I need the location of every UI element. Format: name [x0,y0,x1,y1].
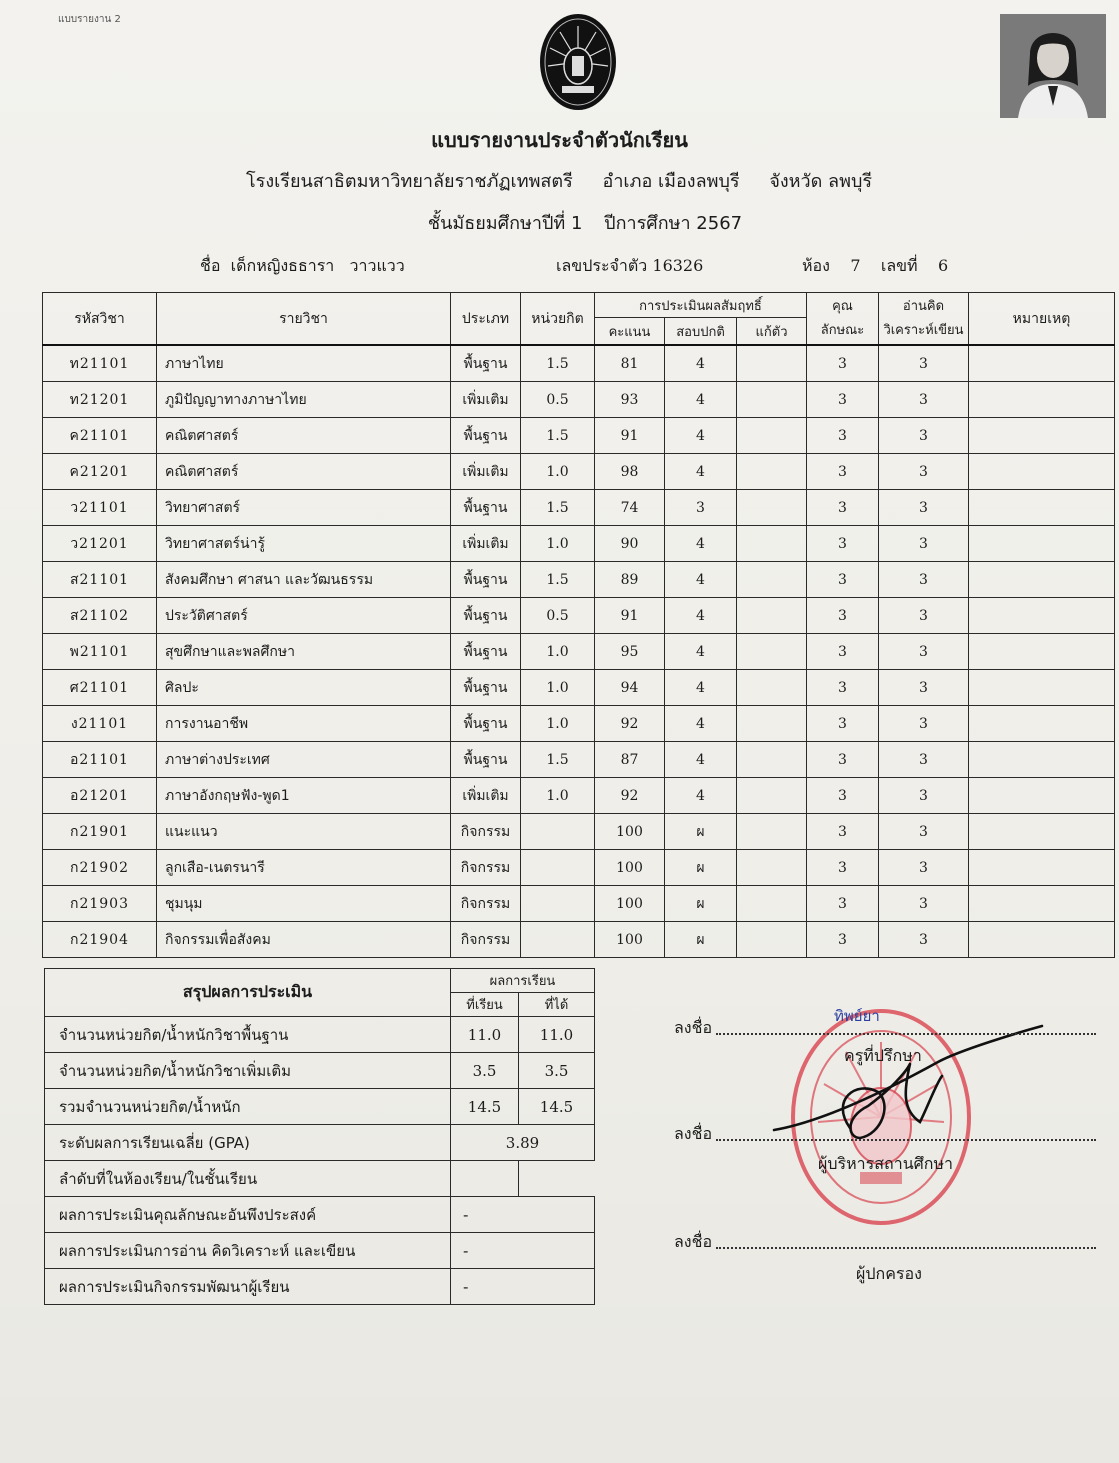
subject-characteristic: 3 [807,345,879,382]
summary-row [45,1233,595,1269]
subject-remark [969,706,1115,742]
subject-code: อ21201 [43,778,157,814]
table-row [43,778,1115,814]
subject-retake [737,454,807,490]
subject-type: พื้นฐาน [451,670,521,706]
summary-row-label: รวมจำนวนหน่วยกิต/น้ำหนัก [45,1089,451,1125]
subject-credit: 1.5 [521,562,595,598]
subject-remark [969,598,1115,634]
summary-enrolled-value: 3.5 [451,1053,519,1089]
subject-reading: 3 [879,490,969,526]
subject-grade: 4 [665,562,737,598]
table-row [43,886,1115,922]
subject-reading: 3 [879,526,969,562]
summary-table [44,968,595,1305]
subject-code: ศ21101 [43,670,157,706]
table-row [43,490,1115,526]
rank-value [451,1161,519,1197]
summary-result-header: ผลการเรียน [451,969,595,993]
student-id: 16326 [652,256,704,275]
parent-role: ผู้ปกครอง [856,1264,922,1283]
parent-sign-label: ลงชื่อ [674,1232,713,1251]
subject-grade: 4 [665,418,737,454]
table-row [43,922,1115,958]
subject-remark [969,670,1115,706]
summary-row-label: จำนวนหน่วยกิต/น้ำหนักวิชาพื้นฐาน [45,1017,451,1053]
subject-code: ส21101 [43,562,157,598]
grade-level: ชั้นมัธยมศึกษาปีที่ 1 [427,213,583,234]
subject-code: ว21101 [43,490,157,526]
evaluation-value: - [451,1197,595,1233]
academic-year: ปีการศึกษา 2567 [604,213,743,234]
summary-row [45,1161,595,1197]
subject-grade: 4 [665,345,737,382]
number-label: เลขที่ [880,256,918,275]
subject-type: เพิ่มเติม [451,382,521,418]
subject-grade: 4 [665,382,737,418]
col-header-assessment: การประเมินผลสัมฤทธิ์ [595,293,807,318]
subject-remark [969,345,1115,382]
rank-label: ลำดับที่ในห้องเรียน/ในชั้นเรียน [45,1161,451,1197]
evaluation-label: ผลการประเมินการอ่าน คิดวิเคราะห์ และเขียน [45,1233,451,1269]
gpa-label: ระดับผลการเรียนเฉลี่ย (GPA) [45,1125,451,1161]
student-id-field [556,254,703,279]
subject-type: พื้นฐาน [451,345,521,382]
subject-name: ภาษาไทย [157,345,451,382]
subject-reading: 3 [879,562,969,598]
subject-characteristic: 3 [807,850,879,886]
summary-row [45,1125,595,1161]
subject-retake [737,634,807,670]
col-header-subject: รายวิชา [157,293,451,346]
subject-name: วิทยาศาสตร์น่ารู้ [157,526,451,562]
director-sign-label: ลงชื่อ [674,1124,713,1143]
subject-credit: 1.0 [521,778,595,814]
subject-retake [737,526,807,562]
subject-remark [969,886,1115,922]
school-province: จังหวัด ลพบุรี [769,171,873,192]
subject-credit: 1.0 [521,526,595,562]
subject-score: 94 [595,670,665,706]
subject-score: 91 [595,418,665,454]
subject-credit: 0.5 [521,598,595,634]
subject-reading: 3 [879,634,969,670]
subject-remark [969,742,1115,778]
grades-table [42,292,1115,958]
subject-type: พื้นฐาน [451,562,521,598]
table-row [43,345,1115,382]
subject-reading: 3 [879,706,969,742]
subject-retake [737,778,807,814]
subject-reading: 3 [879,814,969,850]
subject-score: 98 [595,454,665,490]
subject-retake [737,562,807,598]
subject-grade: 4 [665,742,737,778]
col-header-reading-top: อ่านคิด [902,298,945,314]
subject-reading: 3 [879,382,969,418]
room-field [802,254,948,279]
subject-characteristic: 3 [807,886,879,922]
subject-characteristic: 3 [807,814,879,850]
table-row [43,382,1115,418]
report-title: แบบรายงานประจำตัวนักเรียน [431,128,688,152]
col-header-retake: แก้ตัว [737,318,807,346]
summary-row-label: จำนวนหน่วยกิต/น้ำหนักวิชาเพิ่มเติม [45,1053,451,1089]
advisor-name: ทิพย์ยา [834,1007,880,1025]
subject-type: กิจกรรม [451,922,521,958]
subject-reading: 3 [879,418,969,454]
grades-table-body [43,345,1115,958]
subject-credit: 1.5 [521,418,595,454]
subject-code: ค21201 [43,454,157,490]
subject-remark [969,418,1115,454]
subject-remark [969,778,1115,814]
summary-row [45,1197,595,1233]
subject-reading: 3 [879,742,969,778]
student-name: เด็กหญิงธธารา วาวแวว [230,256,405,275]
subject-remark [969,922,1115,958]
subject-characteristic: 3 [807,562,879,598]
subject-score: 100 [595,814,665,850]
subject-type: กิจกรรม [451,886,521,922]
subject-reading: 3 [879,886,969,922]
subject-reading: 3 [879,850,969,886]
subject-remark [969,634,1115,670]
subject-remark [969,562,1115,598]
director-role: ผู้บริหารสถานศึกษา [818,1154,953,1173]
subject-type: เพิ่มเติม [451,778,521,814]
grade-year-line [0,208,1119,237]
subject-retake [737,922,807,958]
subject-grade: ผ [665,814,737,850]
evaluation-label: ผลการประเมินคุณลักษณะอันพึงประสงค์ [45,1197,451,1233]
table-row [43,634,1115,670]
subject-credit: 1.0 [521,634,595,670]
subject-code: ท21201 [43,382,157,418]
subject-credit: 1.0 [521,670,595,706]
subject-score: 87 [595,742,665,778]
subject-type: พื้นฐาน [451,418,521,454]
subject-reading: 3 [879,345,969,382]
subject-score: 100 [595,886,665,922]
subject-score: 81 [595,345,665,382]
subject-code: ก21903 [43,886,157,922]
subject-grade: 4 [665,526,737,562]
student-id-label: เลขประจำตัว [556,256,648,275]
summary-earned-value: 11.0 [519,1017,595,1053]
table-row [43,418,1115,454]
summary-table-body [45,1017,595,1305]
col-header-code: รหัสวิชา [43,293,157,346]
subject-type: พื้นฐาน [451,706,521,742]
summary-row [45,1053,595,1089]
summary-earned-value: 14.5 [519,1089,595,1125]
subject-characteristic: 3 [807,706,879,742]
student-name-label: ชื่อ [200,256,221,275]
subject-credit [521,886,595,922]
col-header-characteristic-bottom: ลักษณะ [820,322,865,338]
table-row [43,526,1115,562]
school-district: อำเภอ เมืองลพบุรี [602,171,740,192]
subject-retake [737,850,807,886]
subject-credit: 1.0 [521,454,595,490]
student-photo [1000,14,1106,118]
col-header-reading-bottom: วิเคราะห์เขียน [883,322,964,338]
subject-retake [737,742,807,778]
subject-characteristic: 3 [807,454,879,490]
subject-reading: 3 [879,922,969,958]
subject-grade: ผ [665,850,737,886]
subject-name: คณิตศาสตร์ [157,418,451,454]
subject-retake [737,598,807,634]
subject-score: 92 [595,778,665,814]
table-row [43,670,1115,706]
subject-score: 91 [595,598,665,634]
subject-characteristic: 3 [807,634,879,670]
subject-grade: ผ [665,886,737,922]
summary-row [45,1089,595,1125]
subject-score: 100 [595,922,665,958]
subject-type: พื้นฐาน [451,490,521,526]
subject-grade: 4 [665,598,737,634]
col-header-type: ประเภท [451,293,521,346]
subject-score: 89 [595,562,665,598]
subject-code: ก21901 [43,814,157,850]
subject-reading: 3 [879,598,969,634]
subject-reading: 3 [879,778,969,814]
subject-name: สังคมศึกษา ศาสนา และวัฒนธรรม [157,562,451,598]
subject-retake [737,345,807,382]
summary-title: สรุปผลการประเมิน [45,969,451,1017]
subject-characteristic: 3 [807,598,879,634]
subject-characteristic: 3 [807,742,879,778]
evaluation-value: - [451,1269,595,1305]
subject-type: กิจกรรม [451,814,521,850]
subject-characteristic: 3 [807,922,879,958]
subject-credit: 1.5 [521,345,595,382]
table-row [43,562,1115,598]
subject-name: ภาษาต่างประเทศ [157,742,451,778]
subject-credit: 1.5 [521,490,595,526]
summary-enrolled-header: ที่เรียน [451,993,519,1017]
subject-name: คณิตศาสตร์ [157,454,451,490]
table-row [43,742,1115,778]
school-line [246,166,896,195]
subject-remark [969,382,1115,418]
subject-characteristic: 3 [807,490,879,526]
col-header-characteristic-top: คุณ [832,298,853,314]
subject-code: ง21101 [43,706,157,742]
subject-code: อ21101 [43,742,157,778]
table-row [43,706,1115,742]
subject-retake [737,418,807,454]
parent-signature-line [674,1230,1096,1255]
subject-type: พื้นฐาน [451,634,521,670]
subject-code: ว21201 [43,526,157,562]
subject-code: ท21101 [43,345,157,382]
room-number: 7 [850,256,861,275]
subject-name: การงานอาชีพ [157,706,451,742]
subject-code: ก21902 [43,850,157,886]
col-header-normal: สอบปกติ [665,318,737,346]
subject-score: 74 [595,490,665,526]
gpa-value: 3.89 [451,1125,595,1161]
subject-grade: 4 [665,706,737,742]
room-label: ห้อง [802,256,830,275]
subject-reading: 3 [879,454,969,490]
subject-code: พ21101 [43,634,157,670]
subject-remark [969,526,1115,562]
subject-type: เพิ่มเติม [451,454,521,490]
form-code: แบบรายงาน 2 [58,14,121,25]
subject-retake [737,490,807,526]
summary-row [45,1017,595,1053]
subject-name: สุขศึกษาและพลศึกษา [157,634,451,670]
subject-characteristic: 3 [807,418,879,454]
subject-grade: 4 [665,670,737,706]
subject-code: ก21904 [43,922,157,958]
table-row [43,454,1115,490]
col-header-credit: หน่วยกิต [521,293,595,346]
student-number: 6 [937,256,949,275]
evaluation-value: - [451,1233,595,1269]
summary-row [45,1269,595,1305]
subject-credit [521,850,595,886]
school-name: โรงเรียนสาธิตมหาวิทยาลัยราชภัฏเทพสตรี [246,171,573,192]
subject-remark [969,490,1115,526]
advisor-sign-label: ลงชื่อ [674,1018,713,1037]
subject-type: พื้นฐาน [451,742,521,778]
subject-type: กิจกรรม [451,850,521,886]
advisor-role: ครูที่ปรึกษา [844,1046,922,1065]
summary-enrolled-value: 14.5 [451,1089,519,1125]
director-signature-line [674,1122,1096,1147]
subject-score: 92 [595,706,665,742]
student-name-field [200,254,405,279]
subject-reading: 3 [879,670,969,706]
subject-score: 93 [595,382,665,418]
table-row [43,814,1115,850]
subject-type: พื้นฐาน [451,598,521,634]
evaluation-label: ผลการประเมินกิจกรรมพัฒนาผู้เรียน [45,1269,451,1305]
subject-characteristic: 3 [807,778,879,814]
subject-code: ค21101 [43,418,157,454]
subject-grade: 3 [665,490,737,526]
col-header-reading [879,293,969,346]
subject-grade: ผ [665,922,737,958]
subject-name: แนะแนว [157,814,451,850]
subject-characteristic: 3 [807,526,879,562]
subject-characteristic: 3 [807,670,879,706]
subject-retake [737,670,807,706]
table-row [43,850,1115,886]
subject-credit [521,922,595,958]
subject-retake [737,706,807,742]
summary-earned-header: ที่ได้ [519,993,595,1017]
subject-grade: 4 [665,634,737,670]
subject-characteristic: 3 [807,382,879,418]
subject-remark [969,850,1115,886]
col-header-score: คะแนน [595,318,665,346]
subject-retake [737,886,807,922]
subject-remark [969,814,1115,850]
subject-name: ศิลปะ [157,670,451,706]
advisor-signature-line [674,1016,1096,1041]
col-header-remark: หมายเหตุ [969,293,1115,346]
subject-name: ภูมิปัญญาทางภาษาไทย [157,382,451,418]
summary-enrolled-value: 11.0 [451,1017,519,1053]
subject-credit: 1.0 [521,706,595,742]
subject-credit: 0.5 [521,382,595,418]
subject-name: ภาษาอังกฤษฟัง-พูด1 [157,778,451,814]
table-row [43,598,1115,634]
subject-name: กิจกรรมเพื่อสังคม [157,922,451,958]
subject-retake [737,814,807,850]
subject-grade: 4 [665,454,737,490]
subject-score: 100 [595,850,665,886]
summary-earned-value: 3.5 [519,1053,595,1089]
subject-type: เพิ่มเติม [451,526,521,562]
subject-name: ประวัติศาสตร์ [157,598,451,634]
school-seal-logo [538,12,618,112]
subject-credit: 1.5 [521,742,595,778]
subject-name: วิทยาศาสตร์ [157,490,451,526]
subject-remark [969,454,1115,490]
subject-code: ส21102 [43,598,157,634]
subject-retake [737,382,807,418]
subject-name: ลูกเสือ-เนตรนารี [157,850,451,886]
subject-credit [521,814,595,850]
subject-name: ชุมนุม [157,886,451,922]
subject-score: 90 [595,526,665,562]
col-header-characteristic [807,293,879,346]
subject-score: 95 [595,634,665,670]
subject-grade: 4 [665,778,737,814]
rank-empty [519,1161,595,1197]
